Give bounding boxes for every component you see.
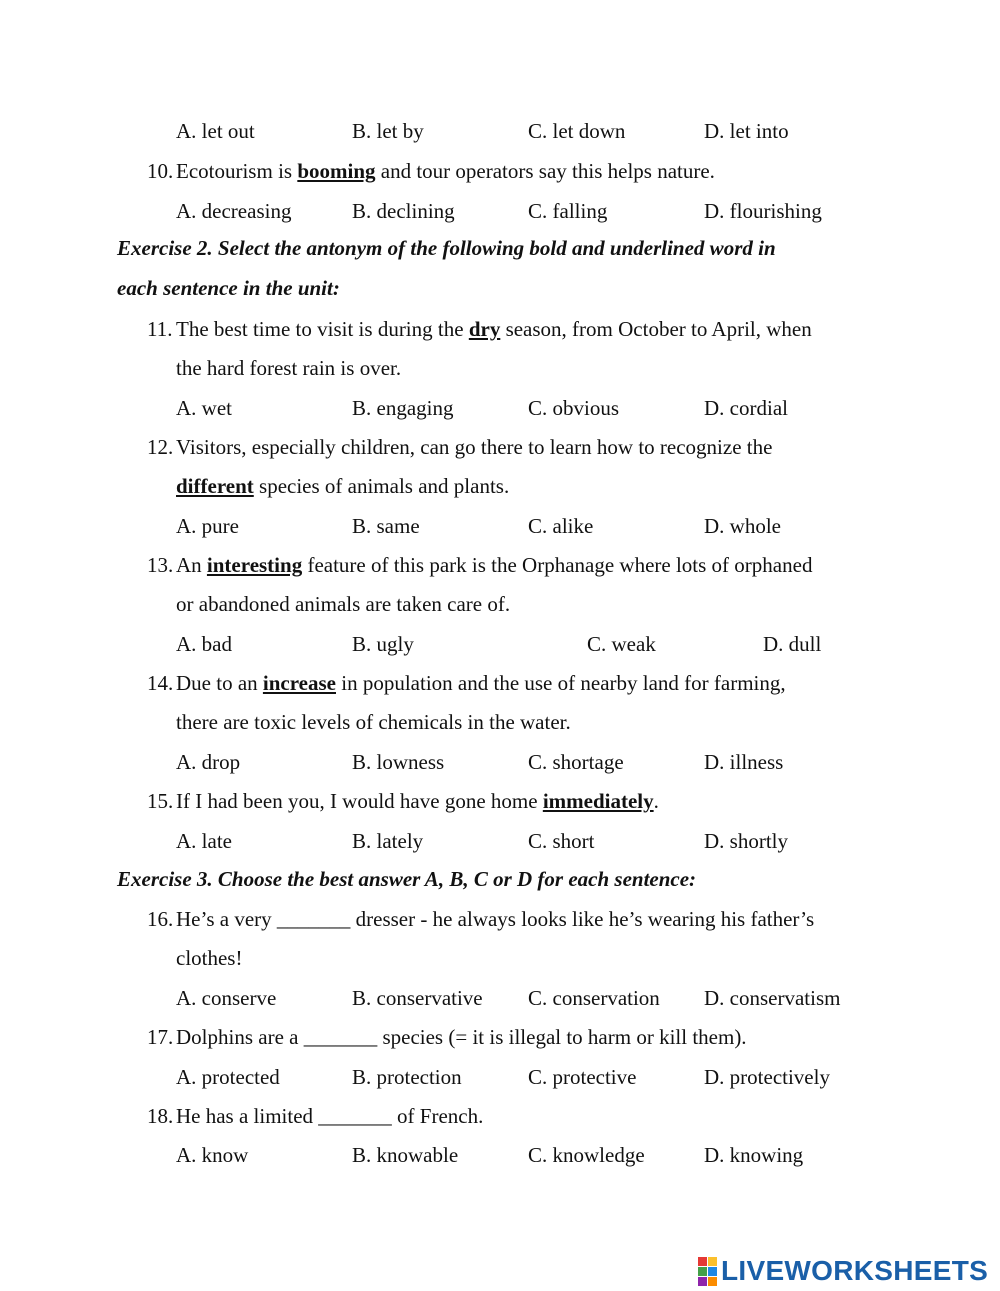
q9-option-b[interactable]: B. let by <box>352 119 424 143</box>
q16-option-c[interactable]: C. conservation <box>528 986 660 1010</box>
q11-option-a[interactable]: A. wet <box>176 396 232 420</box>
stem-text: If I had been you, I would have gone home <box>176 789 543 813</box>
question-number: 16. <box>147 907 174 931</box>
stem-text: season, from October to April, when <box>500 317 812 341</box>
liveworksheets-logo[interactable] <box>698 1255 988 1287</box>
stem-text: or abandoned animals are taken care of. <box>176 592 511 616</box>
q15-option-d[interactable]: D. shortly <box>704 829 788 853</box>
logo-block <box>698 1257 707 1266</box>
q10-option-d[interactable]: D. flourishing <box>704 199 822 223</box>
q14-option-a[interactable]: A. drop <box>176 750 241 774</box>
q11-option-d[interactable]: D. cordial <box>704 396 788 420</box>
stem-text: Ecotourism is <box>176 159 298 183</box>
stem-text: feature of this park is the Orphanage where lots of orphaned <box>302 553 813 577</box>
question-number: 17. <box>147 1025 174 1049</box>
exercise-2-heading-line1: Exercise 2. Select the antonym of the following bold and underlined word in <box>117 236 776 260</box>
logo-block <box>708 1267 717 1276</box>
q15-option-a[interactable]: A. late <box>176 829 232 853</box>
q11-option-c[interactable]: C. obvious <box>528 396 620 420</box>
q13-option-c[interactable]: C. weak <box>587 632 656 656</box>
q11-option-b[interactable]: B. engaging <box>352 396 454 420</box>
stem-text: . <box>653 789 659 813</box>
q10-option-b[interactable]: B. declining <box>352 199 455 223</box>
keyword: different <box>176 474 254 498</box>
q14-option-b[interactable]: B. lowness <box>352 750 445 774</box>
q9-option-a[interactable]: A. let out <box>176 119 255 143</box>
q12-option-b[interactable]: B. same <box>352 514 420 538</box>
q18-option-c[interactable]: C. knowledge <box>528 1143 645 1167</box>
q14-option-d[interactable]: D. illness <box>704 750 784 774</box>
q17-option-d[interactable]: D. protectively <box>704 1065 830 1089</box>
question-number: 14. <box>147 671 174 695</box>
logo-blocks-icon <box>698 1257 717 1286</box>
logo-text: LIVEWORKSHEETS <box>721 1255 989 1286</box>
q15-option-c[interactable]: C. short <box>528 829 595 853</box>
q10-option-c[interactable]: C. falling <box>528 199 608 223</box>
q9-option-d[interactable]: D. let into <box>704 119 789 143</box>
q13-option-d[interactable]: D. dull <box>763 632 822 656</box>
question-number: 13. <box>147 553 174 577</box>
q18-option-a[interactable]: A. know <box>176 1143 249 1167</box>
keyword: increase <box>262 671 336 695</box>
q17-option-a[interactable]: A. protected <box>176 1065 280 1089</box>
q15-option-b[interactable]: B. lately <box>352 829 424 853</box>
logo-block <box>698 1277 707 1286</box>
q12-option-c[interactable]: C. alike <box>528 514 594 538</box>
stem-text: and tour operators say this helps nature. <box>375 159 715 183</box>
question-number: 15. <box>147 789 174 813</box>
stem-text: the hard forest rain is over. <box>176 356 402 380</box>
stem-text: clothes! <box>176 946 243 970</box>
q17-option-c[interactable]: C. protective <box>528 1065 637 1089</box>
q17-option-b[interactable]: B. protection <box>352 1065 462 1089</box>
exercise-3-heading: Exercise 3. Choose the best answer A, B, C or D for each sentence: <box>117 867 697 891</box>
stem-text: Due to an <box>176 671 263 695</box>
stem-text: species of animals and plants. <box>253 474 510 498</box>
stem-text: An <box>176 553 207 577</box>
stem-text: The best time to visit is during the <box>176 317 469 341</box>
question-number: 18. <box>147 1104 174 1128</box>
stem-text: in population and the use of nearby land for farming, <box>336 671 786 695</box>
q9-option-c[interactable]: C. let down <box>528 119 626 143</box>
question-number: 11. <box>147 317 173 341</box>
q16-option-a[interactable]: A. conserve <box>176 986 277 1010</box>
logo-block <box>698 1267 707 1276</box>
q18-option-b[interactable]: B. knowable <box>352 1143 459 1167</box>
q16-option-b[interactable]: B. conservative <box>352 986 483 1010</box>
keyword: immediately <box>542 789 654 813</box>
q13-option-b[interactable]: B. ugly <box>352 632 414 656</box>
q18-option-d[interactable]: D. knowing <box>704 1143 804 1167</box>
logo-block <box>708 1257 717 1266</box>
q12-option-a[interactable]: A. pure <box>176 514 239 538</box>
question-number: 10. <box>147 159 174 183</box>
stem-text: Dolphins are a _______ species (= it is illegal to harm or kill them). <box>176 1025 747 1049</box>
keyword: interesting <box>206 553 303 577</box>
question-number: 12. <box>147 435 174 459</box>
stem-text: He’s a very _______ dresser - he always looks like he’s wearing his father’s <box>176 907 815 931</box>
q12-option-d[interactable]: D. whole <box>704 514 781 538</box>
stem-text: there are toxic levels of chemicals in the water. <box>176 710 571 734</box>
keyword: booming <box>297 159 376 183</box>
exercise-2-heading-line2: each sentence in the unit: <box>117 276 340 300</box>
q10-option-a[interactable]: A. decreasing <box>176 199 292 223</box>
logo-block <box>708 1277 717 1286</box>
q14-option-c[interactable]: C. shortage <box>528 750 624 774</box>
q16-option-d[interactable]: D. conservatism <box>704 986 841 1010</box>
q13-option-a[interactable]: A. bad <box>176 632 232 656</box>
stem-text: Visitors, especially children, can go there to learn how to recognize the <box>176 435 773 459</box>
stem-text: He has a limited _______ of French. <box>176 1104 484 1128</box>
keyword: dry <box>468 317 501 341</box>
